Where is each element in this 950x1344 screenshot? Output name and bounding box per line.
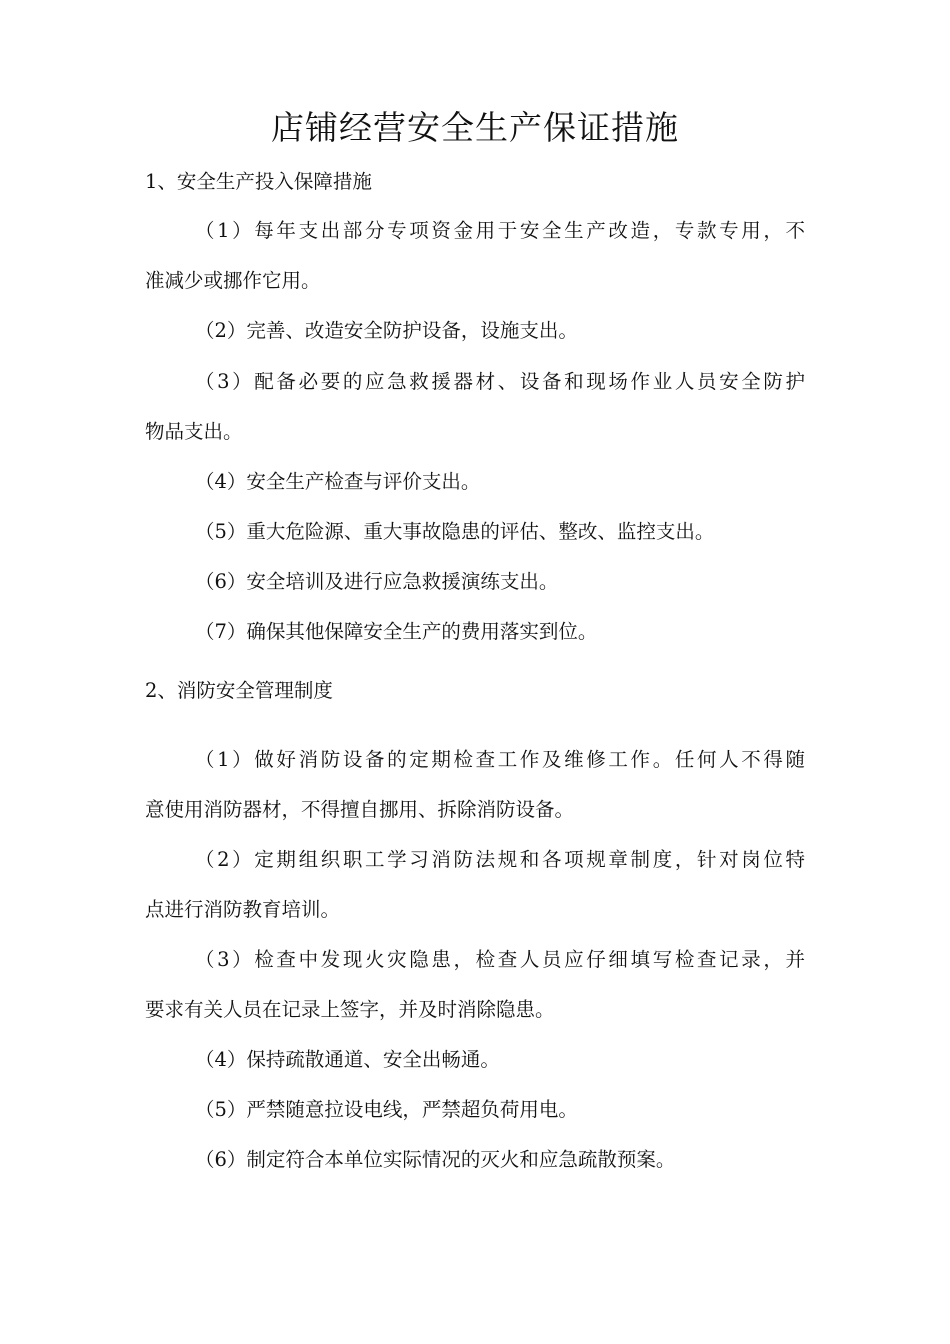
section-2-item-1-line-2: 意使用消防器材，不得擅自挪用、拆除消防设备。 (145, 798, 575, 821)
section-1-item-2: （2）完善、改造安全防护设备，设施支出。 (195, 319, 578, 342)
section-2-item-5: （5）严禁随意拉设电线，严禁超负荷用电。 (195, 1098, 578, 1121)
section-1-item-7: （7）确保其他保障安全生产的费用落实到位。 (195, 620, 598, 643)
section-2-heading: 2、消防安全管理制度 (145, 679, 333, 702)
section-2-item-4: （4）保持疏散通道、安全出畅通。 (195, 1048, 500, 1071)
section-2-item-1-line-1: （1）做好消防设备的定期检查工作及维修工作。任何人不得随 (195, 748, 805, 771)
section-1-item-6: （6）安全培训及进行应急救援演练支出。 (195, 570, 559, 593)
section-2-item-3-line-2: 要求有关人员在记录上签字，并及时消除隐患。 (145, 998, 555, 1021)
section-1-heading: 1、安全生产投入保障措施 (145, 170, 372, 193)
section-1-item-3-line-2: 物品支出。 (145, 420, 243, 443)
section-1-item-1-line-1: （1）每年支出部分专项资金用于安全生产改造，专款专用，不 (195, 219, 805, 242)
section-1-item-4: （4）安全生产检查与评价支出。 (195, 470, 481, 493)
section-2-item-6: （6）制定符合本单位实际情况的灭火和应急疏散预案。 (195, 1148, 676, 1171)
section-1-item-5: （5）重大危险源、重大事故隐患的评估、整改、监控支出。 (195, 520, 715, 543)
section-1-item-1-line-2: 准减少或挪作它用。 (145, 269, 321, 292)
section-2-item-3-line-1: （3）检查中发现火灾隐患，检查人员应仔细填写检查记录，并 (195, 948, 805, 971)
section-2-item-2-line-2: 点进行消防教育培训。 (145, 898, 341, 921)
section-1-item-3-line-1: （3）配备必要的应急救援器材、设备和现场作业人员安全防护 (195, 370, 805, 393)
section-2-item-2-line-1: （2）定期组织职工学习消防法规和各项规章制度，针对岗位特 (195, 848, 805, 871)
document-title: 店铺经营安全生产保证措施 (271, 108, 679, 147)
